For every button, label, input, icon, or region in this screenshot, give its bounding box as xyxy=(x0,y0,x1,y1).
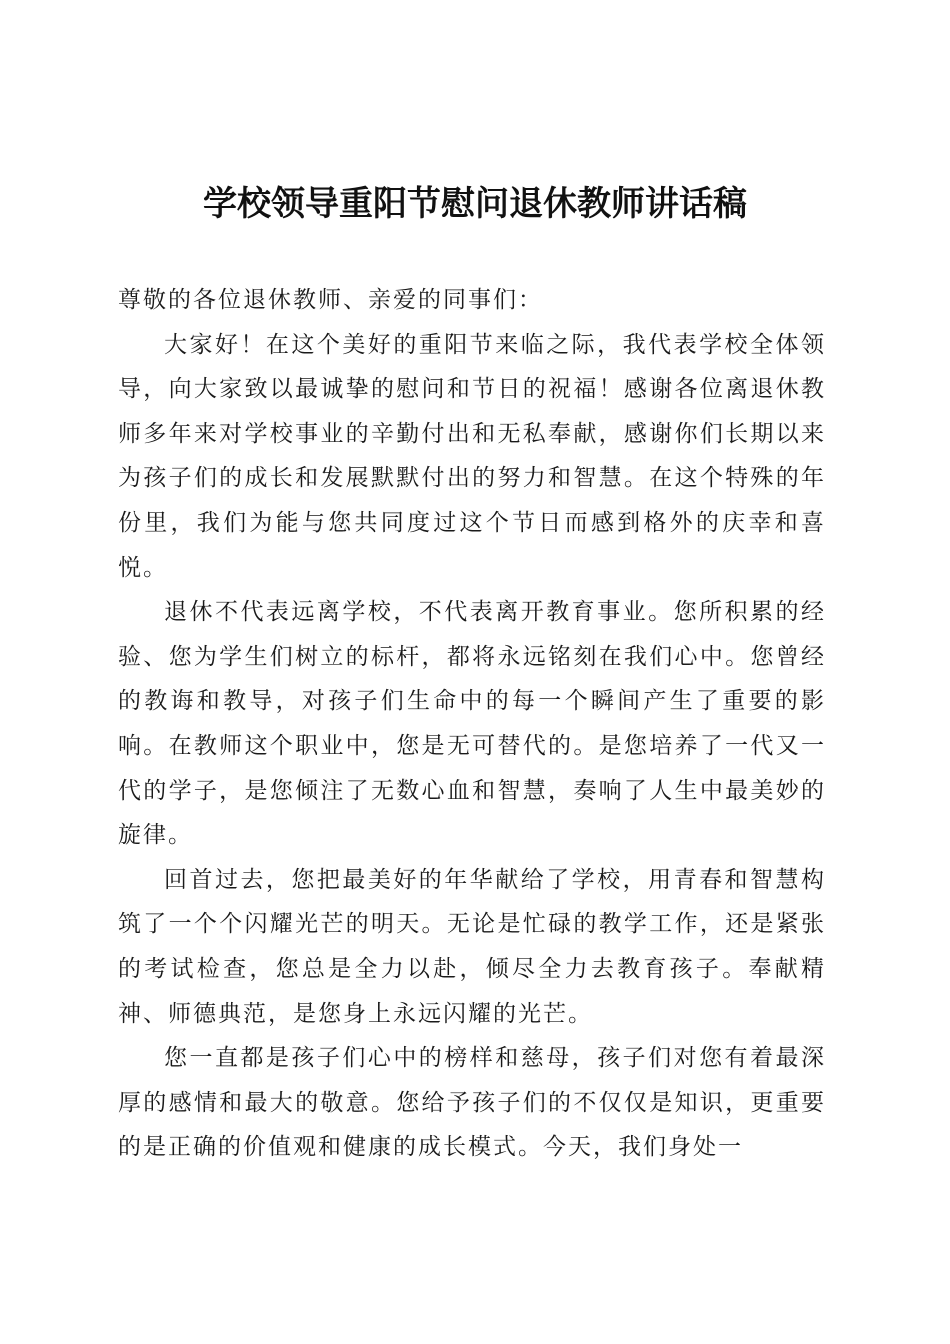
paragraph-3: 回首过去，您把最美好的年华献给了学校，用青春和智慧构筑了一个个闪耀光芒的明天。无论是忙碌的教学工作，还是紧张的考试检查，您总是全力以赴，倾尽全力去教育孩子。奉献精神、师德典范，是您身上永远闪耀的光芒。 xyxy=(118,866,826,1027)
document-title: 学校领导重阳节慰问退休教师讲话稿 xyxy=(203,184,747,224)
salutation: 尊敬的各位退休教师、亲爱的同事们： xyxy=(118,287,543,313)
document-body xyxy=(118,278,826,1170)
paragraph-4: 您一直都是孩子们心中的榜样和慈母，孩子们对您有着最深厚的感情和最大的敬意。您给予孩子们的不仅仅是知识，更重要的是正确的价值观和健康的成长模式。今天，我们身处一 xyxy=(118,1045,826,1161)
paragraph-1: 大家好！在这个美好的重阳节来临之际，我代表学校全体领导，向大家致以最诚挚的慰问和节日的祝福！感谢各位离退休教师多年来对学校事业的辛勤付出和无私奉献，感谢你们长期以来为孩子们的成长和发展默默付出的努力和智慧。在这个特殊的年份里，我们为能与您共同度过这个节日而感到格外的庆幸和喜悦。 xyxy=(118,331,826,581)
paragraph-2: 退休不代表远离学校，不代表离开教育事业。您所积累的经验、您为学生们树立的标杆，都将永远铭刻在我们心中。您曾经的教诲和教导，对孩子们生命中的每一个瞬间产生了重要的影响。在教师这个职业中，您是无可替代的。是您培养了一代又一代的学子，是您倾注了无数心血和智慧，奏响了人生中最美妙的旋律。 xyxy=(118,599,826,849)
